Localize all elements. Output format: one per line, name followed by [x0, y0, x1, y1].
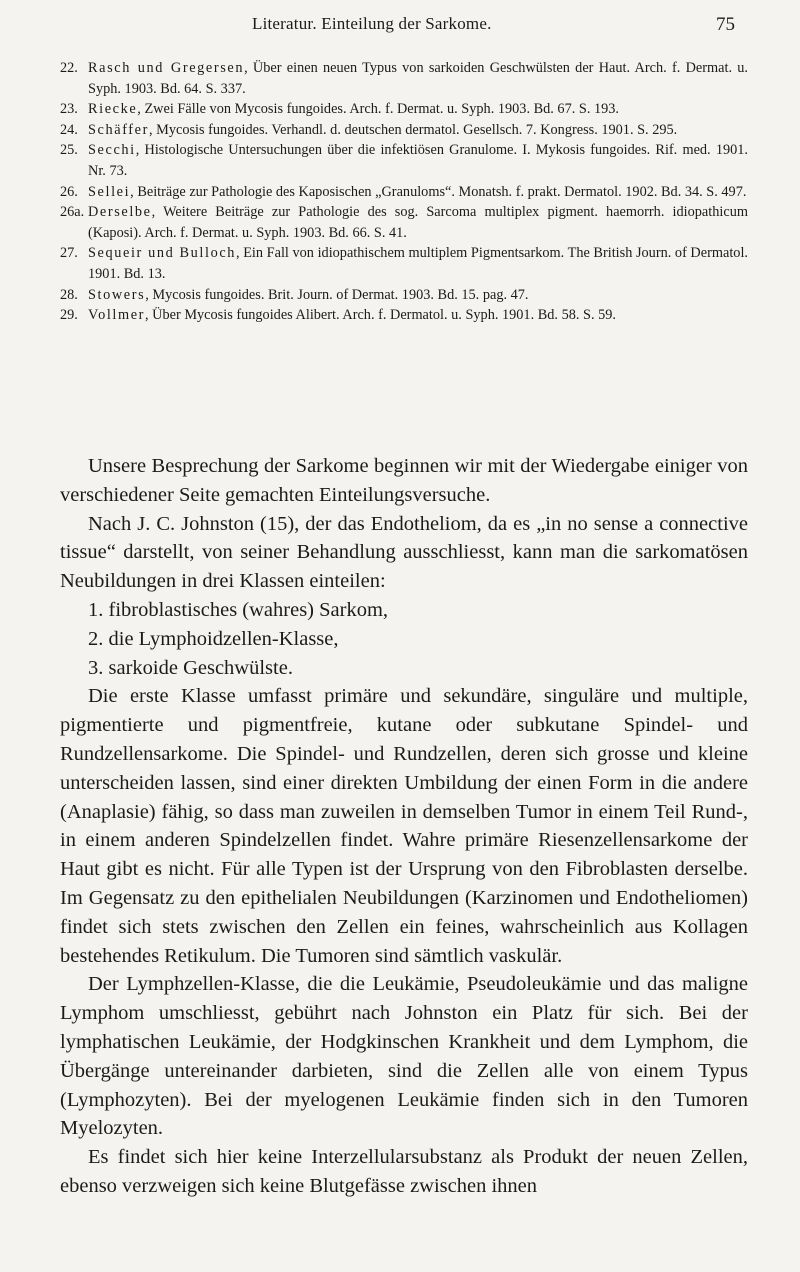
reference-author: Derselbe — [88, 204, 152, 221]
reference-item — [60, 243, 748, 284]
reference-item — [60, 182, 748, 203]
reference-author: Secchi — [88, 142, 136, 159]
reference-item — [60, 58, 748, 99]
reference-citation: , Histologische Untersuchungen über die infektiösen Granulome. I. Mykosis fungoides. Rif. med. 1901. Nr. 73. — [88, 142, 748, 179]
reference-citation: , Beiträge zur Pathologie des Kaposischen „Granuloms“. Monatsh. f. prakt. Dermatol. 1902. Bd. 34. S. 497. — [130, 183, 747, 200]
reference-item — [60, 99, 748, 120]
list-item: 3. sarkoide Geschwülste. — [88, 656, 293, 679]
reference-number: 26a. — [60, 204, 85, 221]
body-text — [60, 452, 748, 1201]
reference-author: Sellei — [88, 183, 131, 200]
list-item: 1. fibroblastisches (wahres) Sarkom, — [88, 598, 389, 621]
paragraph-first-class: Die erste Klasse umfasst primäre und sekundäre, singuläre und multiple, pigmentierte und pigmentfreie, kutane oder subkutane Spindel- und Rundzellensarkome. Die Spindel- und Rundzellen, deren sich grosse und kleine unterscheiden lassen, sind einer direkten Umbildung der einen Form in die andere (Anaplasie) fähig, so dass man zuweilen in demselben Tumor in einem Teil Rund-, in einem anderen Spindelzellen findet. Wahre primäre Riesenzellensarkome der Haut gibt es nicht. Für alle Typen ist der Ursprung von den Fibroblasten derselbe. Im Gegensatz zu den epithelialen Neubildungen (Karzinomen und Endotheliomen) findet sich stets zwischen den Zellen ein feines, wahrscheinlich aus Kollagen bestehendes Retikulum. Die Tumoren sind sämtlich vaskulär. — [60, 685, 748, 967]
reference-text — [88, 305, 748, 326]
reference-author: Riecke — [88, 101, 138, 118]
reference-number: 25. — [60, 142, 78, 159]
page-number: 75 — [716, 14, 735, 35]
reference-number: 23. — [60, 101, 78, 118]
running-header — [0, 14, 800, 38]
reference-citation: , Über einen neuen Typus von sarkoiden Geschwülsten der Haut. Arch. f. Dermat. u. Syph. 1903. Bd. 64. S. 337. — [88, 60, 749, 97]
reference-author: Stowers — [88, 286, 146, 303]
reference-number: 27. — [60, 245, 78, 262]
classification-list — [60, 596, 748, 682]
reference-citation: , Ein Fall von idiopathischem multiplem Pigmentsarkom. The British Journ. of Dermatol. 1901. Bd. 13. — [88, 245, 749, 282]
paragraph-intercellular: Es findet sich hier keine Interzellularsubstanz als Produkt der neuen Zellen, ebenso verzweigen sich keine Blutgefässe zwischen ihnen — [60, 1146, 748, 1197]
reference-item — [60, 285, 748, 306]
reference-author: Vollmer — [88, 307, 146, 324]
reference-number: 29. — [60, 307, 78, 324]
reference-number: 28. — [60, 286, 78, 303]
reference-author: Sequeir und Bulloch — [88, 245, 237, 262]
reference-list — [60, 58, 748, 326]
paragraph-lymph-class: Der Lymphzellen-Klasse, die die Leukämie, Pseudoleukämie und das maligne Lymphom umschliesst, gebührt nach Johnston ein Platz für sich. Bei der lymphatischen Leukämie, der Hodgkinschen Krankheit und dem Lymphom, die Übergänge untereinander darbieten, sind die Zellen alle von einem Typus (Lymphozyten). Bei der myelogenen Leukämie finden sich in den Tumoren Myelozyten. — [60, 973, 748, 1140]
reference-item — [60, 120, 748, 141]
reference-text — [88, 99, 748, 120]
reference-number: 26. — [60, 183, 78, 200]
reference-text — [88, 58, 748, 99]
reference-citation: , Mycosis fungoides. Verhandl. d. deutschen dermatol. Gesellsch. 7. Kongress. 1901. S. 295. — [148, 121, 678, 138]
reference-text — [88, 285, 748, 306]
reference-item — [60, 140, 748, 181]
paragraph-johnston: Nach J. C. Johnston (15), der das Endotheliom, da es „in no sense a connective tissue“ darstellt, von seiner Behandlung ausschliesst, kann man die sarkomatösen Neubildungen in drei Klassen einteilen: — [60, 512, 748, 593]
reference-item — [60, 305, 748, 326]
reference-item — [60, 202, 748, 243]
reference-text — [88, 182, 748, 203]
reference-number: 24. — [60, 121, 78, 138]
reference-citation: , Über Mycosis fungoides Alibert. Arch. f. Dermatol. u. Syph. 1901. Bd. 58. S. 59. — [145, 307, 616, 324]
reference-author: Schäffer — [88, 121, 149, 138]
reference-citation: , Weitere Beiträge zur Pathologie des sog. Sarcoma multiplex pigment. haemorrh. idiopathicum (Kaposi). Arch. f. Dermat. u. Syph. 1903. Bd. 66. S. 41. — [88, 204, 748, 241]
paragraph-intro: Unsere Besprechung der Sarkome beginnen wir mit der Wiedergabe einiger von verschiedener Seite gemachten Einteilungsversuche. — [60, 455, 748, 506]
reference-text — [88, 140, 748, 181]
list-item: 2. die Lymphoidzellen-Klasse, — [88, 627, 339, 650]
reference-author: Rasch und Gregersen — [88, 60, 245, 76]
header-title: Literatur. Einteilung der Sarkome. — [252, 14, 492, 33]
reference-text — [88, 120, 748, 141]
reference-number: 22. — [60, 60, 78, 76]
reference-text — [88, 202, 748, 243]
reference-text — [88, 243, 748, 284]
reference-citation: , Zwei Fälle von Mycosis fungoides. Arch. f. Dermat. u. Syph. 1903. Bd. 67. S. 193. — [137, 101, 619, 118]
reference-citation: , Mycosis fungoides. Brit. Journ. of Dermat. 1903. Bd. 15. pag. 47. — [145, 286, 529, 303]
